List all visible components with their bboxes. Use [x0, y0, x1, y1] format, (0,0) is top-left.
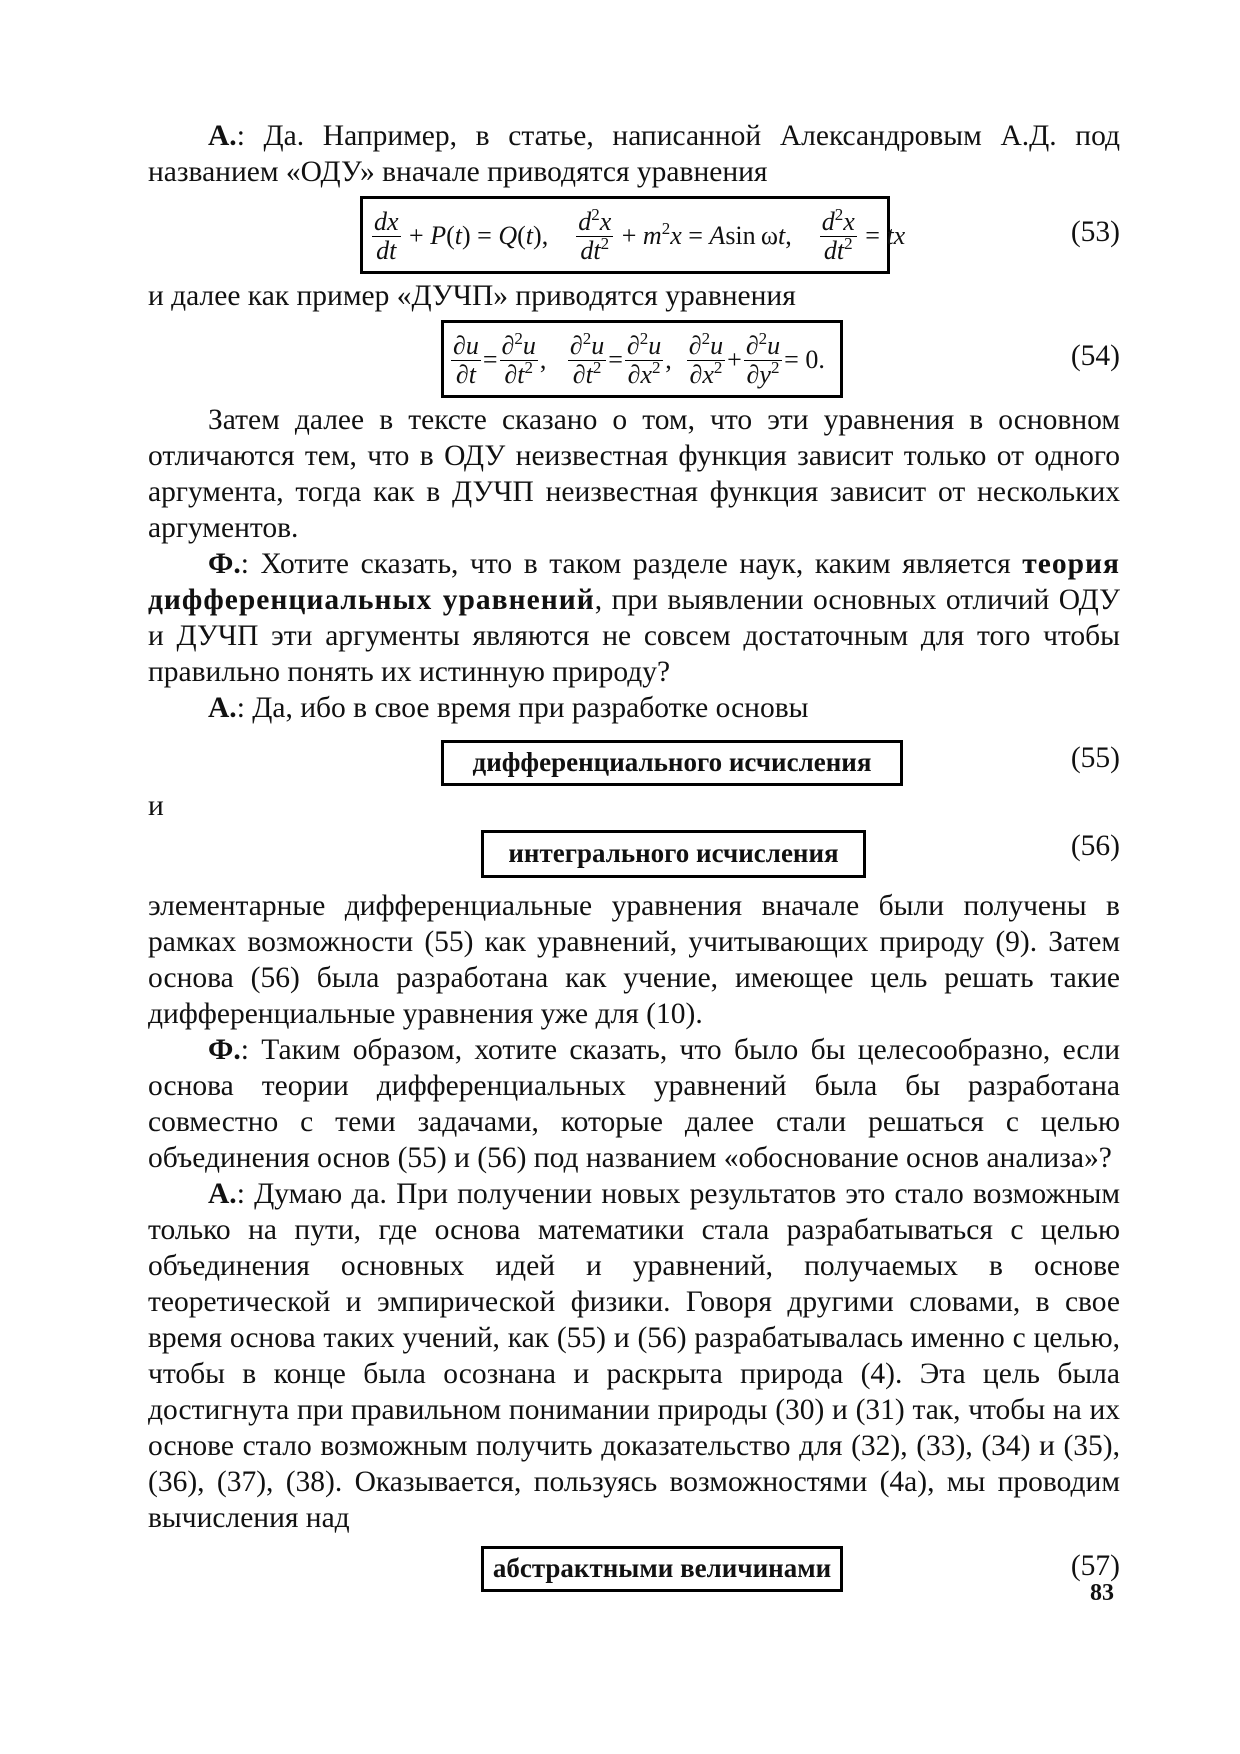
equation-53-formula: $\frac{dx}{dt}$ + P(t) = Q(t), $\frac{d^2x}{dt^2}$ + $m^2x = Asin$ ωt, $\frac{d^2x}{dt^2}$ = tx [374, 204, 906, 265]
paragraph-1 [148, 118, 1120, 190]
equation-number: (55) [1070, 742, 1120, 774]
speaker-label: А. [208, 1178, 237, 1210]
page-number: 83 [1090, 1580, 1114, 1606]
page-body [148, 118, 1120, 1596]
paragraph-text: : Хотите сказать, что в таком разделе наук, каким является [240, 548, 1023, 580]
speaker-label: Ф. [208, 548, 241, 580]
paragraph-7 [148, 1032, 1120, 1176]
paragraph-text: : Таким образом, хотите сказать, что было бы целесообразно, если основа теории дифференциальных уравнений была бы разработана совместно с теми задачами, которые далее стали решаться с целью объединения основ (55) и (56) под названием «обоснование основ анализа»? [148, 1034, 1120, 1174]
equation-55-box: дифференциального исчисления [441, 740, 903, 786]
paragraph-5 [148, 690, 1120, 726]
paragraph-text: , при выявлении основных отличий ОДУ и ДУЧП эти аргументы являются не совсем достаточным для того чтобы правильно понять их истинную природу? [148, 584, 1121, 688]
speaker-label: Ф. [208, 1034, 241, 1066]
paragraph-2: и далее как пример «ДУЧП» приводятся уравнения [148, 280, 796, 312]
conjunction-text: и [148, 790, 164, 822]
equation-55 [148, 726, 1120, 782]
equation-53 [148, 190, 1120, 278]
equation-number: (56) [1070, 830, 1120, 862]
paragraph-text: : Да, ибо в свое время при разработке основы [236, 692, 809, 724]
paragraph-text: : Думаю да. При получении новых результатов это стало возможным только на пути, где основа математики стала разрабатываться с целью объединения основных идей и уравнений, получаемых в основе теоретической и эмпирической физики. Говоря другими словами, в свое время основа таких учений, как (55) и (56) разрабатывалась именно с целью, чтобы в конце была осознана и раскрыта природа (4). Эта цель была достигнута при правильном понимании природы (30) и (31) так, чтобы на их основе стало возможным получить доказательство для (32), (33), (34) и (35), (36), (37), (38). Оказывается, пользуясь возможностями (4а), мы проводим вычисления над [148, 1178, 1120, 1534]
equation-54-formula: $\frac{\partial u}{\partial t}$ = $\frac{\partial^2u}{\partial t^2}$ , $\frac{\partial^2u}{\partial t^2}$ = $\frac{\partial^2u}{\partial x^2}$ , $\frac{\partial^2u}{\partial x^2}$ + $\frac{\partial^2u}{\partial y^2}$ = 0. [453, 328, 825, 389]
paragraph-6: элементарные дифференциальные уравнения вначале были получены в рамках возможности (55) как уравнений, учитывающих природу (9). Затем основа (56) была разработана как учение, имеющее цель решать такие дифференциальные уравнения уже для (10). [148, 890, 1120, 1030]
equation-number: (53) [1070, 216, 1120, 248]
equation-57-box: абстрактными величинами [481, 1546, 843, 1592]
equation-57 [148, 1536, 1120, 1596]
paragraph-8 [148, 1176, 1120, 1536]
equation-number: (57) [1070, 1550, 1120, 1582]
equation-54 [148, 314, 1120, 402]
paragraph-text: : Да. Например, в статье, написанной Александровым А.Д. под названием «ОДУ» вначале приводятся уравнения [148, 120, 1120, 188]
emphasis-term: теория дифференциальных уравнений [148, 548, 1120, 616]
speaker-label: А. [208, 692, 237, 724]
equation-number: (54) [1070, 340, 1120, 372]
equation-56 [148, 830, 1120, 888]
paragraph-3: Затем далее в тексте сказано о том, что эти уравнения в основном отличаются тем, что в ОДУ неизвестная функция зависит только от одного аргумента, тогда как в ДУЧП неизвестная функция зависит от нескольких аргументов. [148, 404, 1120, 544]
equation-56-box: интегрального исчисления [481, 830, 866, 878]
speaker-label: А. [208, 120, 237, 152]
paragraph-4 [148, 546, 1120, 690]
conjunction-row [148, 782, 1120, 830]
